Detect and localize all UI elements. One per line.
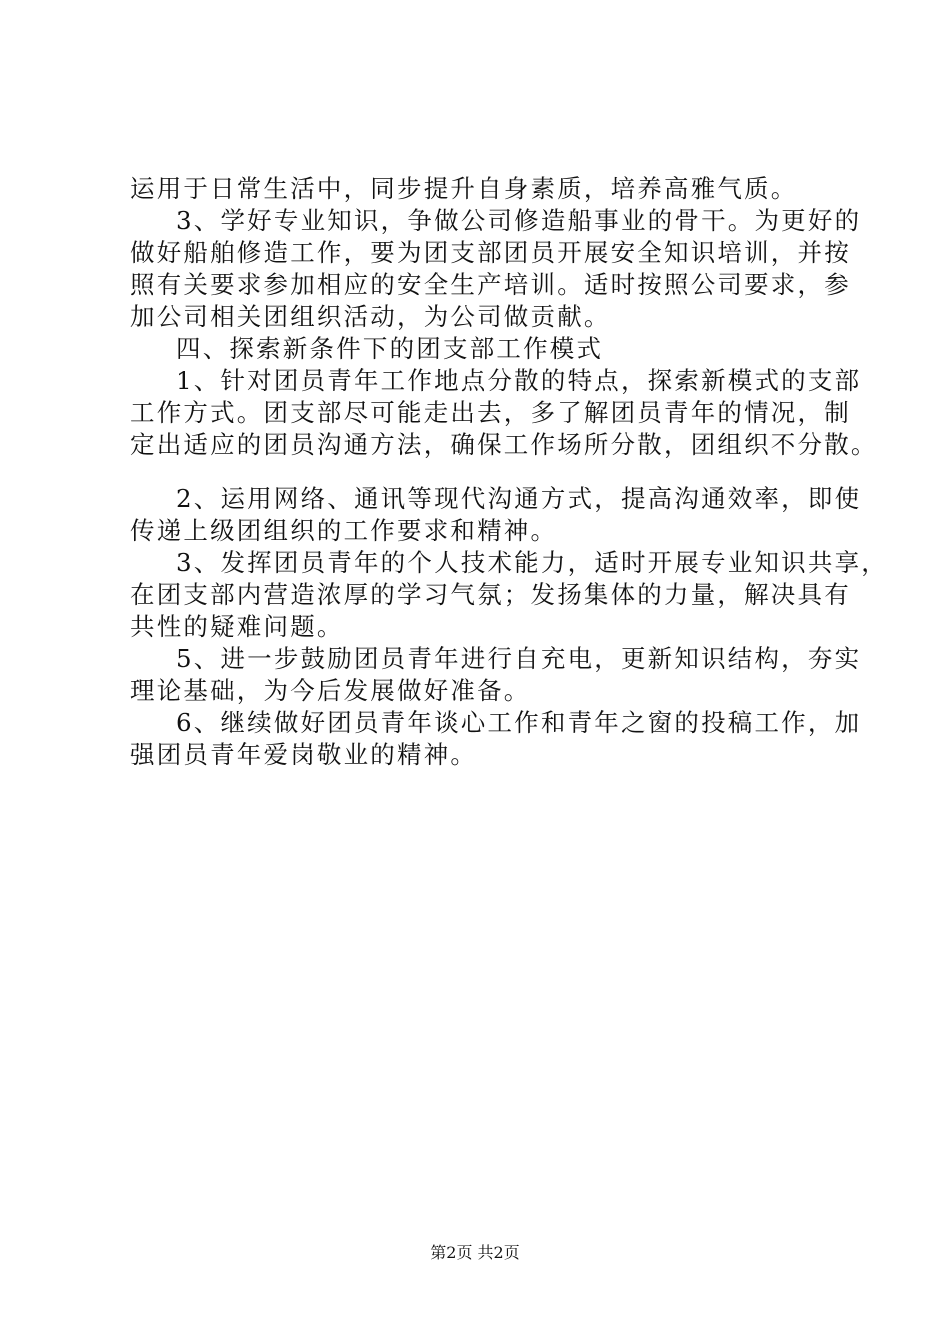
text-line: 共性的疑难问题。 (130, 612, 344, 641)
text-line: 照有关要求参加相应的安全生产培训。适时按照公司要求，参 (130, 270, 851, 299)
text-line: 加公司相关团组织活动，为公司做贡献。 (130, 302, 611, 331)
text-line: 传递上级团组织的工作要求和精神。 (130, 516, 558, 545)
text-line: 5、进一步鼓励团员青年进行自充电，更新知识结构，夯实 (176, 644, 862, 673)
text-line: 工作方式。团支部尽可能走出去，多了解团员青年的情况，制 (130, 398, 851, 427)
text-line: 运用于日常生活中，同步提升自身素质，培养高雅气质。 (130, 174, 798, 203)
text-line: 强团员青年爱岗敬业的精神。 (130, 740, 478, 769)
text-line: 6、继续做好团员青年谈心工作和青年之窗的投稿工作，加 (176, 708, 862, 737)
text-line: 2、运用网络、通讯等现代沟通方式，提高沟通效率，即使 (176, 484, 862, 513)
section-heading: 四、探索新条件下的团支部工作模式 (176, 334, 604, 363)
text-line: 1、针对团员青年工作地点分散的特点，探索新模式的支部 (176, 366, 862, 395)
text-line: 理论基础，为今后发展做好准备。 (130, 676, 531, 705)
text-line: 在团支部内营造浓厚的学习气氛；发扬集体的力量，解决具有 (130, 580, 851, 609)
text-line: 3、发挥团员青年的个人技术能力，适时开展专业知识共享， (176, 548, 888, 577)
text-line: 3、学好专业知识，争做公司修造船事业的骨干。为更好的 (176, 206, 862, 235)
text-line: 定出适应的团员沟通方法，确保工作场所分散，团组织不分散。 (130, 430, 878, 459)
text-line: 做好船舶修造工作，要为团支部团员开展安全知识培训，并按 (130, 238, 851, 267)
page-number-footer: 第2页 共2页 (430, 1243, 520, 1262)
